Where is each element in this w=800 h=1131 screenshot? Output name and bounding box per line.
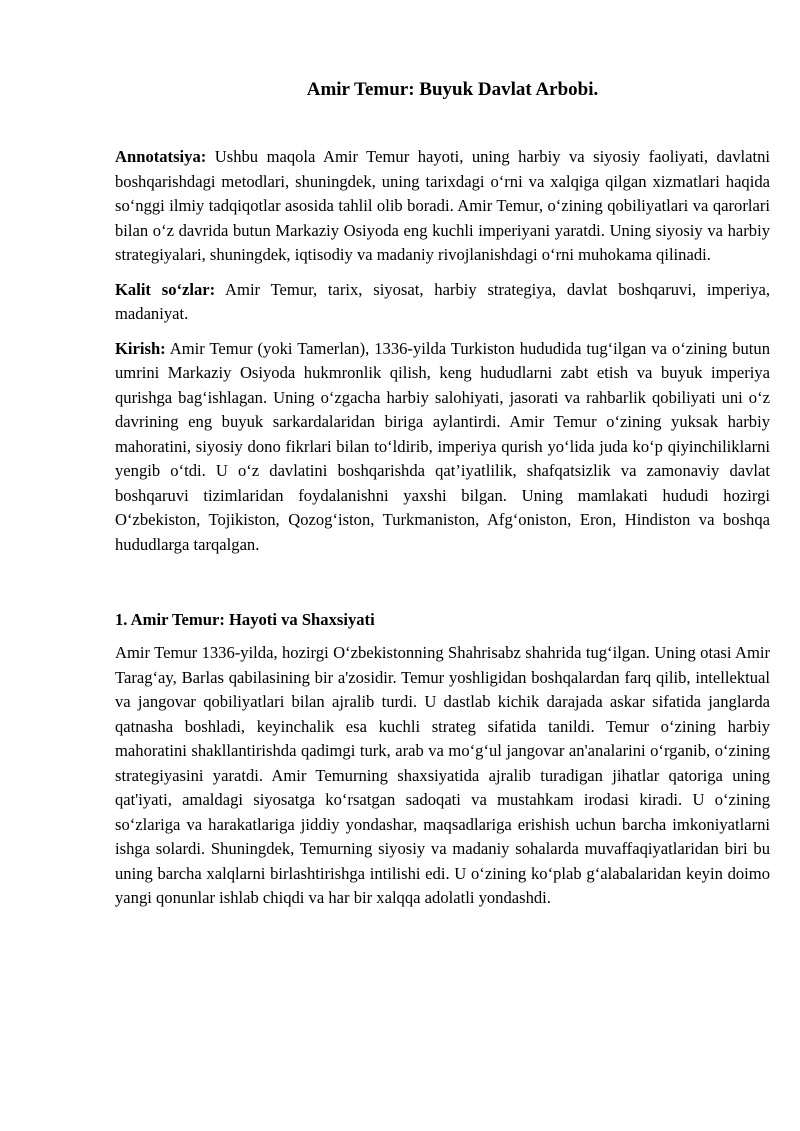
section-heading: 1. Amir Temur: Hayoti va Shaxsiyati (115, 610, 375, 629)
document-title: Amir Temur: Buyuk Davlat Arbobi. (306, 79, 599, 100)
keywords-label: Kalit so‘zlar: (115, 279, 216, 299)
introduction-text: Amir Temur (yoki Tamerlan), 1336-yilda Turkiston hududida tug‘ilgan va o‘zining butun umrini Markaziy Osiyoda hukmronlik qilish, keng hududlarni zabt etish va buyuk imperiya qurishga bag‘ishlagan. Uning o‘zgacha harbiy salohiyati, jasorati va rahbarlik qobiliyati uni o‘z davrining eng buyuk sarkardalaridan biriga aylantirdi. Amir Temur o‘zining yuksak harbiy mahoratini, siyosiy dono fikrlari bilan to‘ldirib, imperiya qurish yo‘lida juda ko‘p qiyinchiliklarni yengib o‘tdi. U o‘z davlatini boshqarishda qat’iyatlilik, shafqatsizlik va zamonaviy davlat boshqaruvi tizimlaridan foydalanishni yaxshi bilgan. Uning mamlakati hududi hozirgi O‘zbekiston, Tojikiston, Qozog‘iston, Turkmaniston, Afg‘oniston, Eron, Hindiston va boshqa hududlarga tarqalgan. (115, 338, 770, 554)
introduction-paragraph (115, 337, 770, 558)
annotation-paragraph (115, 145, 770, 268)
keywords-paragraph (115, 278, 770, 327)
keywords-text: Amir Temur, tarix, siyosat, harbiy strategiya, davlat boshqaruvi, imperiya, madaniyat. (115, 279, 771, 323)
annotation-label: Annotatsiya: (115, 147, 207, 166)
document-page (115, 0, 770, 911)
section-paragraph: Amir Temur 1336-yilda, hozirgi O‘zbekistonning Shahrisabz shahrida tug‘ilgan. Uning otasi Amir Tarag‘ay, Barlas qabilasining bir a'zosidir. Temur yoshligidan boshqalardan farq qilib, intellektual va jangovar qobiliyatlari bilan ajralib turdi. U dastlab kichik darajada askar sifatida janglarda qatnasha boshladi, keyinchalik esa kuchli strateg sifatida tanildi. Temur o‘zining harbiy mahoratini shakllantirishda qadimgi turk, arab va mo‘g‘ul jangovar an'analarini o‘rganib, o‘zining strategiyasini yaratdi. Amir Temurning shaxsiyatida ajralib turadigan jihatlar qatoriga uning qat'iyati, amaldagi siyosatga ko‘rsatgan sadoqati va mustahkam irodasi kiradi. U o‘zining so‘zlariga va harakatlariga jiddiy yondashar, maqsadlariga erishish uchun barcha imkoniyatlarni ishga solardi. Shuningdek, Temurning siyosiy va madaniy sohalarda muvaffaqiyatlaridan biri bu uning barcha xalqlarni birlashtirishga intilishi edi. U o‘zining ko‘plab g‘alabalaridan keyin doimo yangi qonunlar ishlab chiqdi va har bir xalqqa adolatli yondashdi. (115, 643, 770, 907)
introduction-label: Kirish: (115, 338, 166, 358)
annotation-text: Ushbu maqola Amir Temur hayoti, uning harbiy va siyosiy faoliyati, davlatni boshqarishdagi metodlari, shuningdek, uning tarixdagi o‘rni va xalqiga qilgan xizmatlari haqida so‘nggi ilmiy tadqiqotlar asosida tahlil olib boradi. Amir Temur, o‘zining qobiliyatlari va qarorlari bilan o‘z davrida butun Markaziy Osiyoda eng kuchli imperiyani yaratdi. Uning siyosiy va harbiy strategiyalari, shuningdek, iqtisodiy va madaniy rivojlanishdagi o‘rni muhokama qilinadi. (115, 147, 770, 264)
